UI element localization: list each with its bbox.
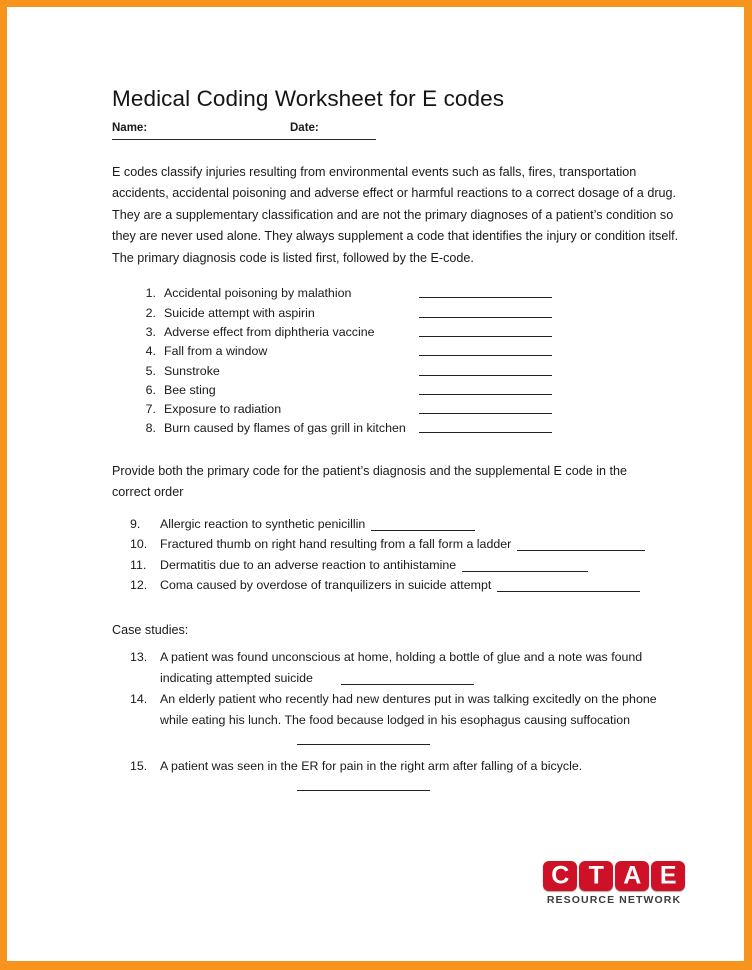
answer-blank-line[interactable] bbox=[419, 297, 552, 298]
question-text-with-blank bbox=[160, 555, 588, 576]
question-row bbox=[112, 419, 684, 438]
answer-blank-line[interactable] bbox=[419, 317, 552, 318]
answer-blank-line[interactable] bbox=[419, 355, 552, 356]
question-row bbox=[112, 323, 684, 342]
answer-blank-line[interactable] bbox=[462, 571, 588, 572]
question-text-with-blank bbox=[160, 534, 645, 555]
date-label: Date: bbox=[290, 121, 319, 134]
question-text: Burn caused by flames of gas grill in kitchen bbox=[164, 421, 406, 436]
name-label: Name: bbox=[112, 121, 148, 134]
question-number: 1. bbox=[145, 286, 156, 301]
provide-instruction-paragraph: Provide both the primary code for the patient’s diagnosis and the supplemental E code in the correct order bbox=[112, 463, 628, 500]
question-row bbox=[112, 534, 684, 555]
ctae-letter-glyph: E bbox=[659, 861, 677, 890]
ctae-letter-tile-a bbox=[615, 861, 649, 891]
answer-blank-line[interactable] bbox=[419, 432, 552, 433]
question-row bbox=[112, 342, 684, 361]
question-text: Fractured thumb on right hand resulting from a fall form a ladder bbox=[160, 537, 512, 552]
answer-blank-line[interactable] bbox=[297, 790, 430, 791]
question-number: 15. bbox=[130, 759, 148, 774]
case-studies-list bbox=[112, 647, 684, 791]
question-row bbox=[112, 514, 684, 535]
question-number: 10. bbox=[130, 537, 148, 552]
answer-blank-line[interactable] bbox=[419, 394, 552, 395]
question-row bbox=[112, 362, 684, 381]
answer-blank-line[interactable] bbox=[371, 530, 475, 531]
case-study-row bbox=[112, 756, 684, 777]
questions-9-12-list bbox=[112, 514, 684, 596]
question-text: Allergic reaction to synthetic penicillin bbox=[160, 516, 366, 531]
answer-blank-line[interactable] bbox=[517, 550, 645, 551]
case-study-row bbox=[112, 689, 684, 731]
question-text: Bee sting bbox=[164, 382, 216, 397]
question-number: 11. bbox=[130, 557, 147, 572]
case-study-line-1: An elderly patient who recently had new dentures put in was talking excitedly on the phone bbox=[160, 692, 657, 707]
question-number: 2. bbox=[145, 305, 156, 320]
case-study-row bbox=[112, 647, 684, 689]
question-number: 3. bbox=[145, 324, 156, 339]
question-text: Dermatitis due to an adverse reaction to antihistamine bbox=[160, 557, 457, 572]
intro-paragraph: E codes classify injuries resulting from environmental events such as falls, fires, transportation accidents, accidental poisoning and adverse effect or harmful reactions to a correct dosage of a drug. They are a supplementary classification and are not the primary diagnoses of a patient’s condition so they are never used alone. They always supplement a code that identifies the injury or condition itself. The primary diagnosis code is listed first, followed by the E-code. bbox=[112, 164, 679, 265]
questions-1-8-list bbox=[112, 284, 684, 438]
ctae-letter-tile-t bbox=[579, 861, 613, 891]
questions-9-12-block bbox=[112, 514, 684, 596]
ctae-logo-letters bbox=[543, 861, 685, 891]
ctae-letter-glyph: C bbox=[551, 861, 569, 890]
ctae-logo bbox=[543, 861, 685, 909]
case-studies-label: Case studies: bbox=[112, 622, 189, 637]
ctae-letter-glyph: T bbox=[588, 861, 604, 890]
question-number: 9. bbox=[130, 516, 141, 531]
answer-blank-line[interactable] bbox=[341, 684, 474, 685]
question-row bbox=[112, 575, 684, 596]
name-date-line bbox=[112, 121, 376, 140]
question-text-with-blank bbox=[160, 514, 475, 535]
case-study-line-1: A patient was found unconscious at home, holding a bottle of glue and a note was found bbox=[160, 650, 643, 665]
question-number: 12. bbox=[130, 578, 148, 593]
case-study-line-2: while eating his lunch. The food because lodged in his esophagus causing suffocation bbox=[160, 713, 631, 728]
answer-blank-line[interactable] bbox=[419, 375, 552, 376]
case-study-body bbox=[160, 756, 672, 777]
question-row bbox=[112, 400, 684, 419]
question-text-with-blank bbox=[160, 575, 640, 596]
question-text: Accidental poisoning by malathion bbox=[164, 286, 352, 301]
question-number: 8. bbox=[145, 421, 156, 436]
ctae-letter-glyph: A bbox=[623, 861, 641, 890]
question-number: 14. bbox=[130, 692, 148, 707]
answer-blank-line[interactable] bbox=[497, 591, 640, 592]
question-number: 7. bbox=[145, 402, 156, 417]
case-study-body bbox=[160, 689, 672, 731]
question-text: Exposure to radiation bbox=[164, 402, 282, 417]
questions-13-15-block bbox=[112, 647, 684, 791]
questions-1-8-block bbox=[112, 284, 684, 438]
question-number: 5. bbox=[145, 363, 156, 378]
ctae-letter-tile-e bbox=[651, 861, 685, 891]
ctae-logo-subtitle: RESOURCE NETWORK bbox=[546, 894, 682, 906]
question-row bbox=[112, 555, 684, 576]
case-study-body bbox=[160, 647, 672, 689]
question-row bbox=[112, 284, 684, 303]
question-number: 13. bbox=[130, 650, 148, 665]
question-row bbox=[112, 304, 684, 323]
question-number: 6. bbox=[145, 382, 156, 397]
document-body bbox=[112, 86, 684, 802]
question-row bbox=[112, 381, 684, 400]
question-text: Sunstroke bbox=[164, 363, 220, 378]
question-text: Coma caused by overdose of tranquilizers in suicide attempt bbox=[160, 578, 492, 593]
question-text: Adverse effect from diphtheria vaccine bbox=[164, 324, 375, 339]
ctae-letter-tile-c bbox=[543, 861, 577, 891]
answer-blank-line[interactable] bbox=[297, 744, 430, 745]
case-study-line-1: A patient was seen in the ER for pain in the right arm after falling of a bicycle. bbox=[160, 759, 583, 774]
answer-blank-line[interactable] bbox=[419, 413, 552, 414]
answer-blank-line[interactable] bbox=[419, 336, 552, 337]
question-text: Suicide attempt with aspirin bbox=[164, 305, 315, 320]
question-text: Fall from a window bbox=[164, 344, 268, 359]
case-study-line-2: indicating attempted suicide bbox=[160, 668, 672, 689]
question-number: 4. bbox=[145, 344, 156, 359]
page-title: Medical Coding Worksheet for E codes bbox=[112, 86, 505, 111]
